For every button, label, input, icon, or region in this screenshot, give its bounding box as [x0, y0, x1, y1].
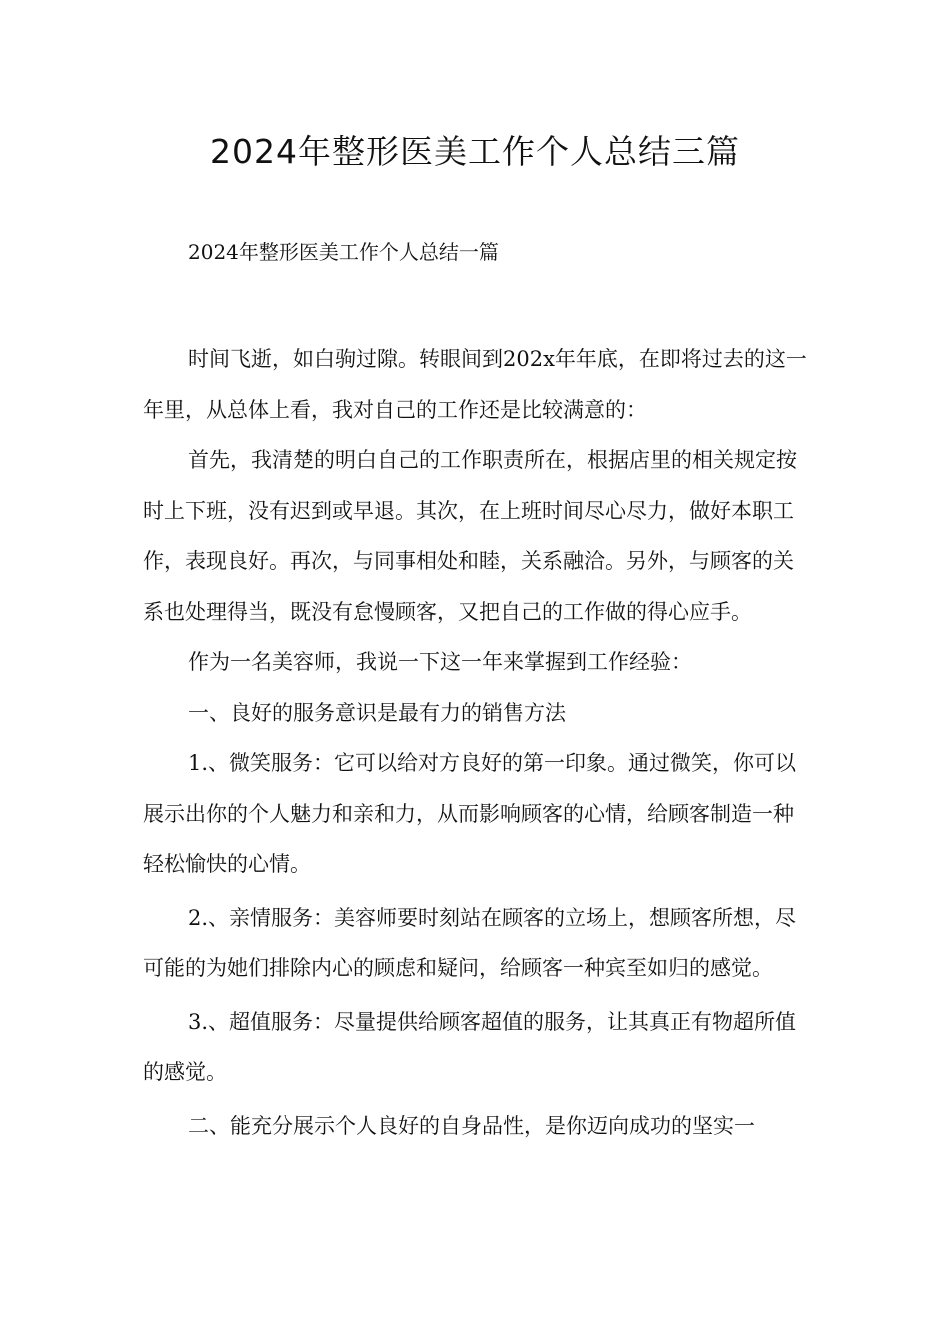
list-item-3: 3.、超值服务：尽量提供给顾客超值的服务，让其真正有物超所值的感觉。 [143, 1009, 797, 1084]
paragraph-experience: 作为一名美容师，我说一下这一年来掌握到工作经验： [188, 650, 692, 674]
document-subtitle: 2024年整形医美工作个人总结一篇 [188, 240, 499, 264]
section-heading-1: 一、良好的服务意识是最有力的销售方法 [188, 700, 566, 725]
paragraph-intro: 时间飞逝，如白驹过隙。转眼间到202x年年底，在即将过去的这一年里，从总体上看，我对自己的工作还是比较满意的： [143, 347, 807, 422]
paragraph-first: 首先，我清楚的明白自己的工作职责所在，根据店里的相关规定按时上下班，没有迟到或早退。其次，在上班时间尽心尽力，做好本职工作，表现良好。再次，与同事相处和睦，关系融洽。另外，与顾客的关系也处理得当，既没有怠慢顾客，又把自己的工作做的得心应手。 [143, 448, 797, 624]
document-title: 2024年整形医美工作个人总结三篇 [210, 132, 740, 171]
list-item-2: 2.、亲情服务：美容师要时刻站在顾客的立场上，想顾客所想，尽可能的为她们排除内心的顾虑和疑问，给顾客一种宾至如归的感觉。 [143, 905, 797, 980]
section-heading-2: 二、能充分展示个人良好的自身品性，是你迈向成功的坚实一 [188, 1113, 755, 1138]
document-body [143, 334, 813, 1151]
list-item-1: 1.、微笑服务：它可以给对方良好的第一印象。通过微笑，你可以展示出你的个人魅力和亲和力，从而影响顾客的心情，给顾客制造一种轻松愉快的心情。 [143, 751, 797, 876]
